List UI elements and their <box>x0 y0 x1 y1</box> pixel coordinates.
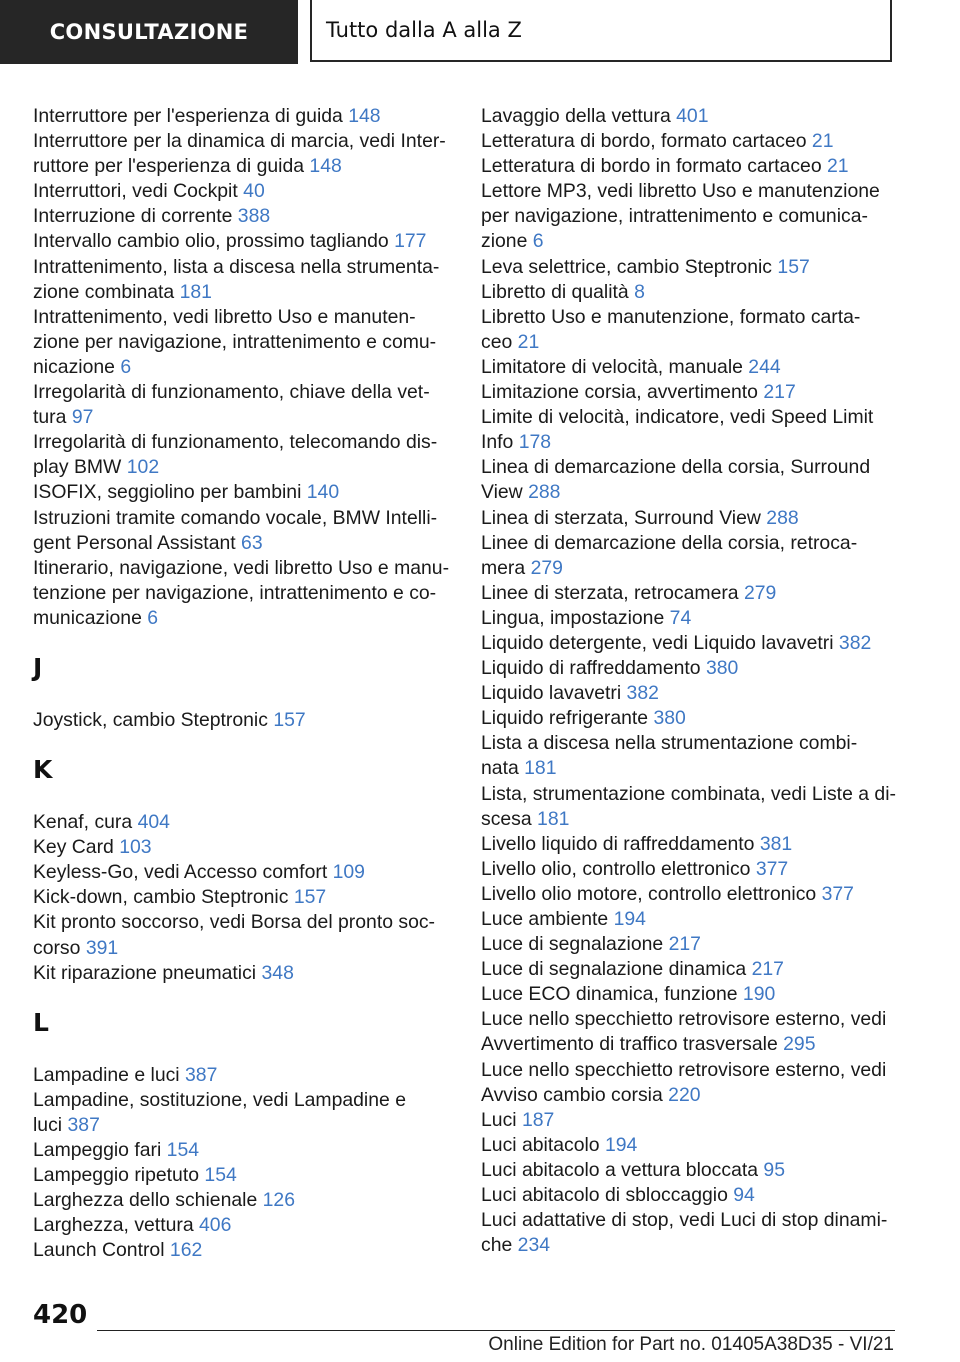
index-entry-continuation <box>481 1083 901 1108</box>
index-entry-continuation <box>481 756 901 781</box>
page-reference-link[interactable]: 288 <box>528 481 561 504</box>
index-entry-text: Linea di sterzata, Surround View <box>481 506 761 529</box>
index-entry-text: Letteratura di bordo in formato cartaceo <box>481 155 822 178</box>
page-reference-link[interactable]: 140 <box>306 481 340 504</box>
index-entry <box>33 480 443 505</box>
index-entry <box>481 1208 901 1233</box>
page-reference-link[interactable]: 181 <box>537 807 570 830</box>
index-entry-text: ceo <box>481 330 513 353</box>
index-entry <box>33 104 443 129</box>
footer-divider <box>97 1330 895 1331</box>
index-entry-text: Luci abitacolo <box>481 1133 600 1156</box>
index-entry <box>481 179 901 204</box>
page-reference-link[interactable]: 288 <box>766 506 799 529</box>
index-entry <box>33 430 443 455</box>
page-reference-link[interactable]: 279 <box>530 556 563 579</box>
index-entry-text: mera <box>481 556 526 579</box>
page-reference-link[interactable]: 148 <box>348 105 381 127</box>
section-tab <box>0 0 298 64</box>
page-reference-link[interactable]: 377 <box>821 882 854 905</box>
index-entry-text: Key Card <box>33 836 114 859</box>
page-reference-link[interactable]: 279 <box>743 581 777 604</box>
index-entry-continuation <box>33 330 443 355</box>
index-entry-text: Leva selettrice, cambio Steptronic <box>481 255 773 278</box>
page-reference-link[interactable]: 190 <box>742 983 776 1006</box>
index-entry-continuation <box>481 480 901 505</box>
index-entry <box>481 706 901 731</box>
index-entry-text: Luce nello specchietto retrovisore esterno, vedi <box>481 1058 887 1081</box>
page-reference-link[interactable]: 109 <box>332 861 365 884</box>
index-entry <box>481 1108 901 1133</box>
index-entry-text: Interruttore per l'esperienza di guida <box>33 105 343 127</box>
index-entry <box>33 1088 443 1113</box>
index-entry-continuation <box>33 1113 443 1138</box>
index-entry-text: Kick-down, cambio Steptronic <box>33 886 289 909</box>
page-reference-link[interactable]: 157 <box>273 708 306 731</box>
index-entry <box>481 782 901 807</box>
index-entry-text: Limitatore di velocità, manuale <box>481 355 743 378</box>
page-reference-link[interactable]: 154 <box>166 1139 200 1161</box>
page-reference-link[interactable]: 244 <box>748 355 781 378</box>
index-entry <box>33 506 443 531</box>
index-entry-text: Lettore MP3, vedi libretto Uso e manutenzione <box>481 180 880 203</box>
index-entry-text: Liquido di raffreddamento <box>481 657 701 680</box>
index-entry-text: Intrattenimento, vedi libretto Uso e manuten- <box>33 305 416 328</box>
page-reference-link[interactable]: 21 <box>811 130 834 153</box>
index-entry-text: Luce ECO dinamica, funzione <box>481 983 738 1006</box>
chapter-header <box>310 0 892 62</box>
page-reference-link[interactable]: 404 <box>137 811 170 834</box>
index-entry-continuation <box>33 455 443 480</box>
index-letter-heading: J <box>33 652 43 682</box>
index-entry-text: gent Personal Assistant <box>33 531 236 554</box>
index-entry-text: Larghezza, vettura <box>33 1214 194 1237</box>
index-entry-continuation <box>481 1032 901 1057</box>
index-entry <box>481 606 901 631</box>
index-entry <box>481 907 901 932</box>
index-entry <box>33 835 443 860</box>
page-reference-link[interactable]: 295 <box>783 1033 816 1056</box>
index-entry-text: Lampeggio fari <box>33 1139 162 1161</box>
index-entry-text: play BMW <box>33 456 122 479</box>
page-reference-link[interactable]: 63 <box>241 531 263 554</box>
page-reference-link[interactable]: 126 <box>262 1189 295 1212</box>
page-reference-link[interactable]: 157 <box>777 255 810 278</box>
page-reference-link[interactable]: 391 <box>85 936 119 959</box>
page-reference-link[interactable]: 8 <box>634 280 645 303</box>
index-entry-text: Liquido refrigerante <box>481 707 649 730</box>
page-reference-link[interactable]: 103 <box>119 836 152 859</box>
page-reference-link[interactable]: 181 <box>179 280 212 303</box>
index-entry-text: scesa <box>481 807 532 830</box>
index-entry <box>481 581 901 606</box>
index-entry-continuation <box>481 807 901 832</box>
page-reference-link[interactable]: 181 <box>524 757 557 780</box>
index-entry <box>481 1133 901 1158</box>
index-entry-text: Avviso cambio corsia <box>481 1083 663 1106</box>
index-entry-text: nata <box>481 757 519 780</box>
index-entry-continuation <box>481 430 901 455</box>
index-entry-text: Irregolarità di funzionamento, telecomando dis- <box>33 431 438 454</box>
index-entry-text: Luce ambiente <box>481 908 609 930</box>
page-reference-link[interactable]: 380 <box>653 707 686 730</box>
index-column-left <box>33 104 450 1263</box>
index-entry <box>33 255 443 280</box>
index-entry-continuation <box>33 355 443 380</box>
index-entry-text: che <box>481 1234 513 1257</box>
index-entry-text: Irregolarità di funzionamento, chiave della vet- <box>33 381 430 404</box>
page-reference-link[interactable]: 6 <box>120 355 132 378</box>
index-entry <box>481 455 901 480</box>
page-reference-link[interactable]: 157 <box>293 886 327 909</box>
page-reference-link[interactable]: 220 <box>668 1083 701 1106</box>
index-entry-text: nicazione <box>33 355 115 378</box>
index-entry <box>33 961 443 986</box>
index-entry-text: Linee di demarcazione della corsia, retroca- <box>481 531 858 554</box>
index-entry-text: Lista, strumentazione combinata, vedi Liste a di- <box>481 782 896 805</box>
index-entry <box>33 1163 443 1188</box>
page-reference-link[interactable]: 387 <box>185 1063 218 1086</box>
index-entry <box>481 731 901 756</box>
index-entry-text: tenzione per navigazione, intrattenimento e co- <box>33 581 437 604</box>
index-entry <box>33 129 446 154</box>
index-entry <box>33 1138 443 1163</box>
index-entry-text: Luce di segnalazione <box>481 933 664 956</box>
index-entry-text: Lingua, impostazione <box>481 606 665 629</box>
page-reference-link[interactable]: 387 <box>67 1113 100 1136</box>
index-entry-continuation <box>481 1233 901 1258</box>
index-entry <box>33 380 443 405</box>
index-entry <box>481 681 901 706</box>
index-entry-text: Kenaf, cura <box>33 811 133 834</box>
page-reference-link[interactable]: 401 <box>676 105 709 127</box>
index-entry-text: Luci abitacolo di sbloccaggio <box>481 1184 728 1207</box>
page-reference-link[interactable]: 177 <box>394 230 427 253</box>
index-entry <box>481 1058 901 1083</box>
index-entry-text: Lista a discesa nella strumentazione combi- <box>481 732 858 755</box>
index-entry-text: Luci <box>481 1108 517 1131</box>
page-reference-link[interactable]: 94 <box>733 1184 755 1207</box>
index-entry <box>33 1213 443 1238</box>
index-entry <box>481 506 901 531</box>
index-entry <box>33 860 443 885</box>
index-entry-text: Livello olio motore, controllo elettronico <box>481 882 817 905</box>
index-entry-text: Livello olio, controllo elettronico <box>481 857 751 880</box>
index-entry-text: Keyless-Go, vedi Accesso comfort <box>33 861 328 884</box>
index-entry <box>481 104 901 129</box>
index-entry-continuation <box>33 936 443 961</box>
page-reference-link[interactable]: 380 <box>705 657 739 680</box>
index-letter-heading: L <box>33 1007 49 1037</box>
index-entry <box>33 810 443 835</box>
index-entry <box>33 179 443 204</box>
index-entry <box>481 255 901 280</box>
page-reference-link[interactable]: 234 <box>517 1234 551 1257</box>
index-entry-text: Lampadine, sostituzione, vedi Lampadine e <box>33 1088 406 1111</box>
section-title: CONSULTAZIONE <box>49 20 249 44</box>
page-reference-link[interactable]: 194 <box>604 1133 638 1156</box>
page-reference-link[interactable]: 217 <box>668 933 701 956</box>
page-reference-link[interactable]: 21 <box>827 155 849 178</box>
index-entry-text: Kit riparazione pneumatici <box>33 961 257 984</box>
page-reference-link[interactable]: 194 <box>613 908 646 930</box>
page-reference-link[interactable]: 187 <box>521 1108 555 1131</box>
index-entry-text: Libretto di qualità <box>481 280 629 303</box>
index-entry-text: zione <box>481 230 528 253</box>
index-entry-text: Luce nello specchietto retrovisore esterno, vedi <box>481 1008 887 1031</box>
chapter-title: Tutto dalla A alla Z <box>326 18 522 42</box>
index-entry <box>33 305 443 330</box>
index-entry-text: Luci abitacolo a vettura bloccata <box>481 1158 759 1181</box>
index-entry <box>33 1063 443 1088</box>
index-entry <box>33 556 450 581</box>
index-entry <box>481 129 901 154</box>
index-entry-text: Linea di demarcazione della corsia, Surround <box>481 456 871 479</box>
index-entry-text: Limitazione corsia, avvertimento <box>481 381 758 404</box>
edition-footer: Online Edition for Part no. 01405A38D35 - VI/21 <box>488 1334 894 1355</box>
index-entry-text: Limite di velocità, indicatore, vedi Speed Limit <box>481 406 874 429</box>
index-entry <box>481 154 901 179</box>
index-entry-continuation <box>481 229 901 254</box>
page-reference-link[interactable]: 381 <box>759 832 793 855</box>
index-entry-text: Intervallo cambio olio, prossimo tagliando <box>33 230 389 253</box>
index-entry-continuation <box>33 531 443 556</box>
index-entry <box>481 932 901 957</box>
index-entry-text: Liquido lavavetri <box>481 682 622 705</box>
index-column-right <box>481 104 901 1258</box>
index-entry-text: Linee di sterzata, retrocamera <box>481 581 739 604</box>
page-reference-link[interactable]: 154 <box>204 1164 237 1187</box>
index-entry-text: tura <box>33 406 67 429</box>
index-entry <box>481 631 901 656</box>
index-entry <box>33 885 443 910</box>
index-entry-text: luci <box>33 1113 63 1136</box>
index-entry-text: zione combinata <box>33 280 175 303</box>
index-entry <box>481 957 901 982</box>
index-entry <box>481 305 901 330</box>
index-entry-text: corso <box>33 936 81 959</box>
index-entry <box>33 910 443 935</box>
page-reference-link[interactable]: 102 <box>126 456 160 479</box>
index-entry <box>481 531 901 556</box>
index-entry-text: Letteratura di bordo, formato cartaceo <box>481 130 807 153</box>
index-entry-text: Liquido detergente, vedi Liquido lavavetri <box>481 631 834 654</box>
index-entry <box>33 708 443 733</box>
index-entry-text: Interruzione di corrente <box>33 205 233 228</box>
index-entry-continuation <box>33 280 443 305</box>
index-entry <box>33 1238 443 1263</box>
index-letter-heading: K <box>33 755 53 785</box>
index-entry-continuation <box>33 606 443 631</box>
page-reference-link[interactable]: 6 <box>147 606 159 629</box>
index-entry-continuation <box>33 581 443 606</box>
index-entry <box>481 405 901 430</box>
index-entry-text: View <box>481 481 523 504</box>
page-reference-link[interactable]: 74 <box>669 606 692 629</box>
index-entry-text: Lampeggio ripetuto <box>33 1164 200 1187</box>
index-entry <box>33 229 443 254</box>
index-entry-continuation <box>33 154 443 179</box>
index-entry-text: ruttore per l'esperienza di guida <box>33 155 305 178</box>
index-entry-text: Larghezza dello schienale <box>33 1189 258 1212</box>
index-entry <box>33 204 443 229</box>
index-entry-text: Intrattenimento, lista a discesa nella strumenta- <box>33 255 440 278</box>
index-entry <box>481 857 901 882</box>
index-entry-text: Interruttore per la dinamica di marcia, vedi Inter- <box>33 130 446 153</box>
page-reference-link[interactable]: 377 <box>755 857 789 880</box>
page-reference-link[interactable]: 6 <box>532 230 544 253</box>
index-entry <box>481 982 901 1007</box>
page-reference-link[interactable]: 388 <box>237 205 271 228</box>
page-reference-link[interactable]: 148 <box>309 155 342 178</box>
page-reference-link[interactable]: 382 <box>838 631 872 654</box>
page-reference-link[interactable]: 348 <box>261 961 294 984</box>
index-entry-text: Libretto Uso e manutenzione, formato carta- <box>481 305 861 328</box>
index-entry-text: Joystick, cambio Steptronic <box>33 708 268 731</box>
index-entry-continuation <box>481 556 901 581</box>
index-entry <box>481 1158 901 1183</box>
page-reference-link[interactable]: 21 <box>517 330 540 353</box>
page-reference-link[interactable]: 162 <box>169 1239 203 1262</box>
index-entry-text: Lavaggio della vettura <box>481 105 671 127</box>
index-entry-text: Info <box>481 431 514 454</box>
index-entry-text: Launch Control <box>33 1239 165 1262</box>
index-entry-text: municazione <box>33 606 142 629</box>
index-entry <box>481 280 901 305</box>
index-entry-continuation <box>33 405 443 430</box>
index-entry <box>481 656 901 681</box>
index-entry-text: ISOFIX, seggiolino per bambini <box>33 481 302 504</box>
index-entry <box>481 832 901 857</box>
index-entry-text: Luce di segnalazione dinamica <box>481 958 747 981</box>
index-entry-text: zione per navigazione, intrattenimento e comu- <box>33 330 437 353</box>
page-number: 420 <box>33 1300 88 1330</box>
page-reference-link[interactable]: 217 <box>751 958 784 981</box>
index-entry-text: Kit pronto soccorso, vedi Borsa del pronto soc- <box>33 911 436 934</box>
page-reference-link[interactable]: 178 <box>518 431 552 454</box>
index-entry <box>481 380 901 405</box>
index-entry <box>481 355 901 380</box>
index-entry <box>481 1007 901 1032</box>
index-entry-continuation <box>481 330 901 355</box>
index-entry-continuation <box>481 204 901 229</box>
index-entry-text: Itinerario, navigazione, vedi libretto Uso e manu- <box>33 556 450 579</box>
index-entry-text: Livello liquido di raffreddamento <box>481 832 755 855</box>
index-entry-text: Avvertimento di traffico trasversale <box>481 1033 778 1056</box>
index-entry-text: Interruttori, vedi Cockpit <box>33 180 238 203</box>
page-reference-link[interactable]: 95 <box>763 1158 785 1181</box>
page-reference-link[interactable]: 40 <box>243 180 265 203</box>
index-entry-text: Istruzioni tramite comando vocale, BMW Intelli- <box>33 506 438 529</box>
page-reference-link[interactable]: 382 <box>626 682 659 705</box>
page-reference-link[interactable]: 406 <box>199 1214 232 1237</box>
index-entry <box>481 882 901 907</box>
index-entry-text: Luci adattative di stop, vedi Luci di stop dinami- <box>481 1209 888 1232</box>
index-entry <box>33 1188 443 1213</box>
index-entry <box>481 1183 901 1208</box>
index-entry-text: per navigazione, intrattenimento e comunica- <box>481 205 868 228</box>
page-reference-link[interactable]: 97 <box>71 406 94 429</box>
index-entry-text: Lampadine e luci <box>33 1063 180 1086</box>
page-reference-link[interactable]: 217 <box>763 381 796 404</box>
